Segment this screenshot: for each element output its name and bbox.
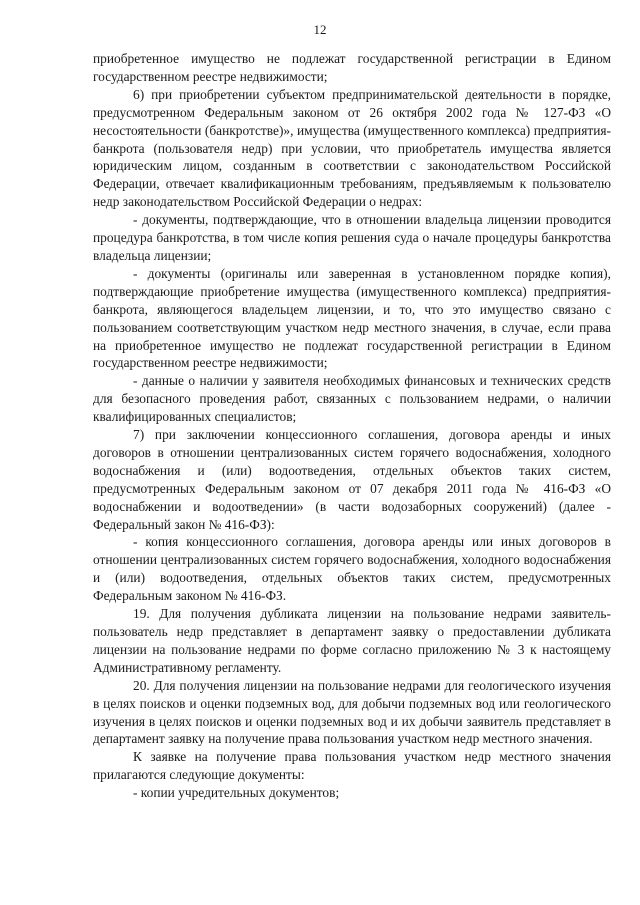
paragraph: 19. Для получения дубликата лицензии на пользование недрами заявитель- пользователь недр представляет в департамент заявку о предоставлении дубликата лицензии на пользование недрами по форме согласно приложению № 3 к настоящему Административному регламенту. bbox=[93, 606, 611, 675]
body-text bbox=[93, 50, 611, 802]
paragraph: - документы (оригиналы или заверенная в установленном порядке копия), подтверждающие приобретение имущества (имущественного комплекса) предприятия-банкрота, являющегося владельцем лицензии, и то, что это имущество связано с пользованием соответствующим участком недр местного значения, в случае, если права на приобретенное имущество не подлежат государственной регистрации в Едином государственном реестре недвижимости; bbox=[93, 265, 611, 371]
paragraph: 20. Для получения лицензии на пользование недрами для геологического изучения в целях поисков и оценки подземных вод, для добычи подземных вод или геологического изучения в целях поисков и оценки подземных вод и их добычи заявитель представляет в департамент заявку на получение права пользования участком недр местного значения. bbox=[93, 677, 611, 747]
page-number: 12 bbox=[313, 22, 327, 37]
paragraph: 7) при заключении концессионного соглашения, договора аренды и иных договоров в отношении централизованных систем горячего водоснабжения, холодного водоснабжения и (или) водоотведения, отдельных объектов таких систем, предусмотренных Федеральным законом от 07 декабря 2011 года № 416-ФЗ «О водоснабжении и водоотведении» (в части водозаборных сооружений) (далее - Федеральный закон № 416-ФЗ): bbox=[93, 427, 611, 532]
paragraph: - данные о наличии у заявителя необходимых финансовых и технических средств для безопасного проведения работ, связанных с пользованием недрами, о наличии квалифицированных специалистов; bbox=[93, 373, 611, 425]
paragraph: приобретенное имущество не подлежат государственной регистрации в Едином государственном реестре недвижимости; bbox=[93, 51, 611, 84]
paragraph: - копии учредительных документов; bbox=[133, 785, 340, 801]
paragraph: К заявке на получение права пользования участком недр местного значения прилагаются следующие документы: bbox=[93, 749, 611, 783]
paragraph: 6) при приобретении субъектом предпринимательской деятельности в порядке, предусмотренном Федеральным законом от 26 октября 2002 года № 127-ФЗ «О несостоятельности (банкротстве)», имущества (имущественного комплекса) предприятия-банкрота (пользователя недр) при условии, что приобретатель имущества является юридическим лицом, созданным в соответствии с законодательством Российской Федерации, отвечает квалификационным требованиям, предъявляемым к пользователю недр законодательством Российской Федерации о недрах: bbox=[93, 86, 611, 210]
paragraph: - документы, подтверждающие, что в отношении владельца лицензии проводится процедура банкротства, в том числе копия решения суда о начале процедуры банкротства владельца лицензии; bbox=[93, 212, 611, 263]
paragraph: - копия концессионного соглашения, договора аренды или иных договоров в отношении централизованных систем горячего водоснабжения, холодного водоснабжения и (или) водоотведения, отдельных объектов таких систем, предусмотренных Федеральным законом № 416-ФЗ. bbox=[93, 534, 611, 604]
